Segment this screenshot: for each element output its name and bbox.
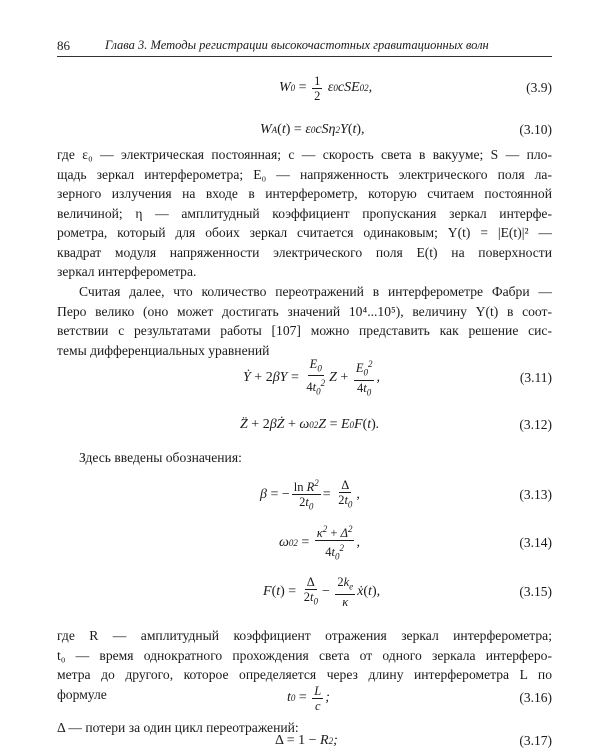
equation-body: W A ( t ) = ε 0 cSη 2 Y ( t ) , — [260, 122, 365, 137]
text-line: Считая далее, что количество переотражений в интерферометре Фабри — — [79, 284, 552, 299]
equation-3-15 — [57, 572, 552, 612]
equation-3-13 — [57, 475, 552, 515]
page-header — [57, 38, 552, 57]
equation-body: F ( t ) = $\frac{\Delta}{2t_0}$ − $\frac{2k_e}{\kappa}$ ẋ ( t ) , — [263, 575, 381, 609]
equation-body: Z̈ + 2 βŻ + ω 0 2 Z = E 0 F ( t ) . — [240, 417, 380, 432]
text-line: t₀ — время однократного прохождения света от одного зеркала интерферо- — [57, 647, 552, 663]
text-line: метра до другого, которое определяется через длину интерферометра L по — [57, 667, 552, 682]
equation-body: t 0 = $\frac{L}{c}$ ; — [287, 683, 330, 713]
equation-3-16 — [57, 678, 552, 718]
text-line: величиной; η — амплитудный коэффициент пропускания зеркал интерфе- — [57, 205, 552, 221]
equation-number: (3.10) — [519, 122, 552, 137]
text-line: ветствии с результатами работы [107] можно представить как решение сис- — [57, 323, 552, 338]
equation-number: (3.14) — [519, 535, 552, 550]
equation-body: β = − $\frac{\ln R^2}{2t_0}$ = $\frac{\Delta}{2t_0}$ , — [260, 478, 360, 512]
paragraph-fabry-perot — [57, 282, 552, 360]
text-line: рометра, который для обоих зеркал считается одинаковым; Y(t) = |E(t)|² — — [57, 225, 552, 240]
equation-number: (3.15) — [519, 584, 552, 599]
equation-3-9 — [57, 68, 552, 108]
text-line: где R — амплитудный коэффициент отражения зеркал интерферометра; — [57, 628, 552, 643]
page-number: 86 — [57, 38, 70, 53]
text-line: квадрат модуля напряженности электрического поля E(t) на поверхности — [57, 244, 552, 260]
equation-3-10 — [57, 110, 552, 150]
text-line: формуле — [57, 686, 107, 702]
equation-number: (3.13) — [519, 487, 552, 502]
text-line: темы дифференциальных уравнений — [57, 342, 270, 358]
paragraph-notation — [57, 448, 552, 468]
text-line: Δ — потери за один цикл переотражений: — [57, 720, 299, 735]
text-line: Перо велико (оно может достигать значений 10⁴...10⁵), величину Y(t) в соот- — [57, 303, 552, 319]
text-line: зерного излучения на входе в интерферометр, которую считаем постоянной — [57, 186, 552, 201]
equation-body: W 0 = $\frac{1}{2}$ ε 0 cSE 0 2 , — [279, 73, 373, 103]
paragraph-definitions — [57, 145, 552, 282]
equation-body: ω 0 2 = $\frac{\kappa^2 + \Delta^2}{4t_0^2}$ , — [279, 524, 360, 562]
equation-3-12 — [57, 405, 552, 445]
equation-3-14 — [57, 523, 552, 563]
equation-number: (3.12) — [519, 417, 552, 432]
equation-number: (3.17) — [519, 733, 552, 748]
text-line: щадь зеркал интерферометра; E₀ — напряженность электрического поля ла- — [57, 166, 552, 182]
text-line: где ε₀ — электрическая постоянная; c — скорость света в вакууме; S — пло- — [57, 147, 552, 162]
equation-body: Ẏ + 2 βY = $\frac{E_0}{4t_0^2}$ Z + $\frac{E_0^2}{4t_0}$ , — [243, 356, 380, 398]
running-title: Глава 3. Методы регистрации высокочастотных гравитационных волн — [105, 38, 489, 52]
equation-number: (3.9) — [526, 80, 552, 95]
text-line: Здесь введены обозначения: — [79, 450, 242, 465]
equation-number: (3.16) — [519, 690, 552, 705]
equation-number: (3.11) — [519, 370, 552, 385]
equation-3-11 — [57, 358, 552, 398]
text-line: зеркал интерферометра. — [57, 264, 197, 279]
equation-body: Δ = 1 − R 2 ; — [275, 733, 338, 748]
equation-3-17 — [57, 732, 552, 750]
